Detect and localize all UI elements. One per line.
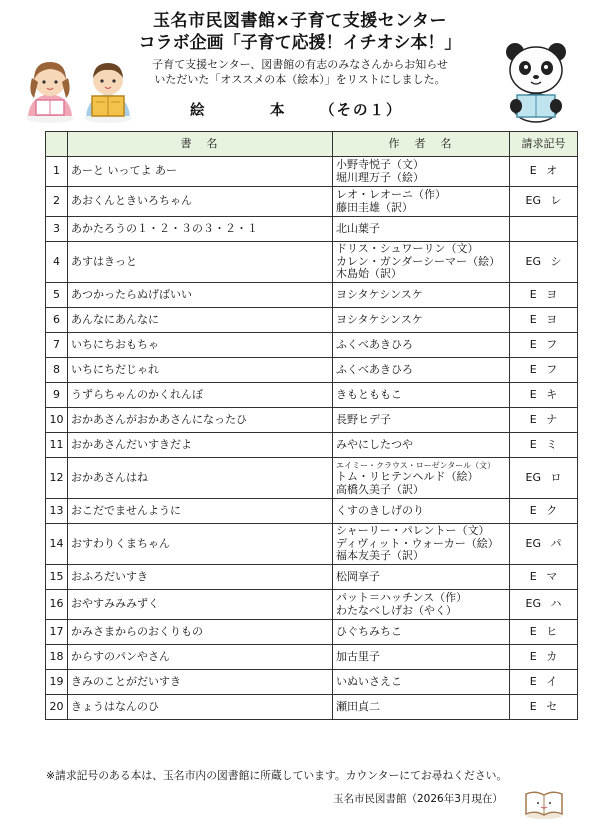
book-title: いちにちだじゃれ bbox=[68, 358, 333, 383]
table-row bbox=[46, 383, 578, 408]
author-line: 福本友美子（訳） bbox=[336, 549, 424, 563]
author-line: みやにしたつや bbox=[336, 437, 413, 451]
author-line: きもとももこ bbox=[336, 387, 402, 401]
book-authors bbox=[333, 524, 510, 565]
author-line: トム・リヒテンヘルド（絵） bbox=[336, 470, 479, 483]
book-title: きみのことがだいすき bbox=[68, 670, 333, 695]
book-title: かみさまからのおくりもの bbox=[68, 620, 333, 645]
table-row bbox=[46, 433, 578, 458]
author-line: 木島始（訳） bbox=[336, 267, 402, 281]
table-row bbox=[46, 358, 578, 383]
call-number: E ナ bbox=[510, 408, 578, 433]
author-line: 北山葉子 bbox=[336, 221, 380, 235]
author-line: パット＝ハッチンス（作） bbox=[336, 591, 468, 604]
book-authors bbox=[333, 242, 510, 283]
table-row bbox=[46, 499, 578, 524]
book-authors bbox=[333, 333, 510, 358]
page-title-line-2: コラボ企画「子育て応援！イチオシ本！」 bbox=[138, 33, 462, 53]
header-author: 作 者 名 bbox=[333, 132, 510, 157]
table-row bbox=[46, 565, 578, 590]
author-line: ドリス・シュワーリン（文） bbox=[336, 242, 479, 256]
row-number: 5 bbox=[46, 283, 68, 308]
row-number: 17 bbox=[46, 620, 68, 645]
author-line: ディヴィット・ウォーカー（絵） bbox=[336, 536, 499, 550]
subtitle-part-3: （その１） bbox=[320, 103, 403, 119]
book-authors bbox=[333, 620, 510, 645]
book-title: あーと いってよ あー bbox=[68, 157, 333, 187]
children-reading-illustration bbox=[22, 58, 137, 123]
book-title: うずらちゃんのかくれんぼ bbox=[68, 383, 333, 408]
call-number: E ヨ bbox=[510, 283, 578, 308]
row-number: 9 bbox=[46, 383, 68, 408]
table-row bbox=[46, 157, 578, 187]
author-line: くすのきしげのり bbox=[336, 503, 424, 517]
book-authors bbox=[333, 433, 510, 458]
book-authors bbox=[333, 590, 510, 620]
call-number: EG レ bbox=[510, 187, 578, 217]
row-number: 8 bbox=[46, 358, 68, 383]
book-authors bbox=[333, 187, 510, 217]
row-number: 1 bbox=[46, 157, 68, 187]
author-line: わたなべしげお（やく） bbox=[336, 603, 457, 617]
book-title: おふろだいすき bbox=[68, 565, 333, 590]
author-line: いぬいさえこ bbox=[336, 674, 402, 688]
book-title: きょうはなんのひ bbox=[68, 695, 333, 720]
author-line: 堀川理万子（絵） bbox=[336, 170, 424, 184]
table-row bbox=[46, 458, 578, 499]
call-number: E イ bbox=[510, 670, 578, 695]
intro-line-1: 子育て支援センター、図書館の有志のみなさんからお知らせ bbox=[152, 58, 448, 71]
call-number: E キ bbox=[510, 383, 578, 408]
author-line: 松岡享子 bbox=[336, 569, 380, 583]
call-number: E ミ bbox=[510, 433, 578, 458]
author-line: ふくべあきひろ bbox=[336, 337, 413, 351]
row-number: 10 bbox=[46, 408, 68, 433]
call-number: E フ bbox=[510, 333, 578, 358]
call-number: E オ bbox=[510, 157, 578, 187]
row-number: 15 bbox=[46, 565, 68, 590]
table-row bbox=[46, 670, 578, 695]
table-row bbox=[46, 333, 578, 358]
subtitle-part-2: 本 bbox=[270, 103, 287, 119]
book-title: おすわりくまちゃん bbox=[68, 524, 333, 565]
table-row bbox=[46, 620, 578, 645]
holding-note: ※請求記号のある本は、玉名市内の図書館に所蔵しています。カウンターにてお尋ねください。 bbox=[46, 769, 508, 782]
author-line: 加古里子 bbox=[336, 649, 380, 663]
call-number: E マ bbox=[510, 565, 578, 590]
call-number: EG ハ bbox=[510, 590, 578, 620]
author-line: 小野寺悦子（文） bbox=[336, 158, 424, 171]
book-authors bbox=[333, 308, 510, 333]
table-row bbox=[46, 408, 578, 433]
book-title: あんなにあんなに bbox=[68, 308, 333, 333]
call-number: E セ bbox=[510, 695, 578, 720]
header-number bbox=[46, 132, 68, 157]
book-title: おかあさんがおかあさんになったひ bbox=[68, 408, 333, 433]
table-row bbox=[46, 695, 578, 720]
author-line: 瀬田貞二 bbox=[336, 699, 380, 713]
row-number: 20 bbox=[46, 695, 68, 720]
call-number: EG パ bbox=[510, 524, 578, 565]
call-number: E フ bbox=[510, 358, 578, 383]
table-row bbox=[46, 590, 578, 620]
library-and-date: 玉名市民図書館（2026年3月現在） bbox=[333, 793, 503, 805]
row-number: 19 bbox=[46, 670, 68, 695]
book-authors bbox=[333, 499, 510, 524]
table-row bbox=[46, 187, 578, 217]
book-authors bbox=[333, 565, 510, 590]
open-book-icon bbox=[524, 786, 564, 820]
call-number: EG シ bbox=[510, 242, 578, 283]
author-line: ヨシタケシンスケ bbox=[336, 287, 423, 301]
table-row bbox=[46, 524, 578, 565]
table-row bbox=[46, 308, 578, 333]
author-line: エイミー・クラウス・ローゼンタール（文） bbox=[336, 461, 496, 470]
call-number: EG ロ bbox=[510, 458, 578, 499]
book-title: おこだでませんように bbox=[68, 499, 333, 524]
book-title: あおくんときいろちゃん bbox=[68, 187, 333, 217]
row-number: 18 bbox=[46, 645, 68, 670]
row-number: 16 bbox=[46, 590, 68, 620]
book-authors bbox=[333, 670, 510, 695]
intro-line-2: いただいた「オススメの本（絵本）」をリストにしました。 bbox=[154, 73, 446, 86]
page-title-line-1: 玉名市民図書館×子育て支援センター bbox=[152, 11, 448, 31]
book-title: からすのパンやさん bbox=[68, 645, 333, 670]
table-row bbox=[46, 242, 578, 283]
author-line: カレン・ガンダーシーマー（絵） bbox=[336, 254, 501, 268]
book-title: いちにちおもちゃ bbox=[68, 333, 333, 358]
author-line: ヨシタケシンスケ bbox=[336, 312, 423, 326]
book-title: おかあさんはね bbox=[68, 458, 333, 499]
book-authors bbox=[333, 408, 510, 433]
author-line: 藤田圭雄（訳） bbox=[336, 200, 413, 214]
book-authors bbox=[333, 695, 510, 720]
book-authors bbox=[333, 458, 510, 499]
intro-text bbox=[130, 57, 470, 87]
table-row bbox=[46, 217, 578, 242]
author-line: レオ・レオーニ（作） bbox=[336, 188, 446, 201]
table-row bbox=[46, 283, 578, 308]
book-authors bbox=[333, 157, 510, 187]
author-line: シャーリー・パレントー（文） bbox=[336, 524, 490, 538]
subtitle-part-1: 絵 bbox=[190, 103, 207, 119]
row-number: 3 bbox=[46, 217, 68, 242]
book-title: あつかったらぬげばいい bbox=[68, 283, 333, 308]
book-authors bbox=[333, 283, 510, 308]
book-title: あすはきっと bbox=[68, 242, 333, 283]
header-call-number: 請求記号 bbox=[510, 132, 578, 157]
row-number: 14 bbox=[46, 524, 68, 565]
book-list-table bbox=[45, 131, 578, 720]
book-authors bbox=[333, 383, 510, 408]
row-number: 7 bbox=[46, 333, 68, 358]
row-number: 6 bbox=[46, 308, 68, 333]
book-title: おかあさんだいすきだよ bbox=[68, 433, 333, 458]
call-number bbox=[510, 217, 578, 242]
table-row bbox=[46, 645, 578, 670]
header-title: 書 名 bbox=[68, 132, 333, 157]
table-header-row bbox=[46, 132, 578, 157]
book-authors bbox=[333, 645, 510, 670]
call-number: E ヨ bbox=[510, 308, 578, 333]
row-number: 11 bbox=[46, 433, 68, 458]
book-authors bbox=[333, 217, 510, 242]
call-number: E ヒ bbox=[510, 620, 578, 645]
panda-reading-illustration bbox=[503, 40, 569, 124]
author-line: ふくべあきひろ bbox=[336, 362, 413, 376]
row-number: 13 bbox=[46, 499, 68, 524]
row-number: 2 bbox=[46, 187, 68, 217]
author-line: 高橋久美子（訳） bbox=[336, 482, 424, 496]
author-line: 長野ヒデ子 bbox=[336, 412, 391, 426]
call-number: E カ bbox=[510, 645, 578, 670]
book-authors bbox=[333, 358, 510, 383]
book-title: おやすみみみずく bbox=[68, 590, 333, 620]
book-title: あかたろうの１・２・３の３・２・１ bbox=[68, 217, 333, 242]
author-line: ひぐちみちこ bbox=[336, 624, 402, 638]
call-number: E ク bbox=[510, 499, 578, 524]
row-number: 4 bbox=[46, 242, 68, 283]
row-number: 12 bbox=[46, 458, 68, 499]
